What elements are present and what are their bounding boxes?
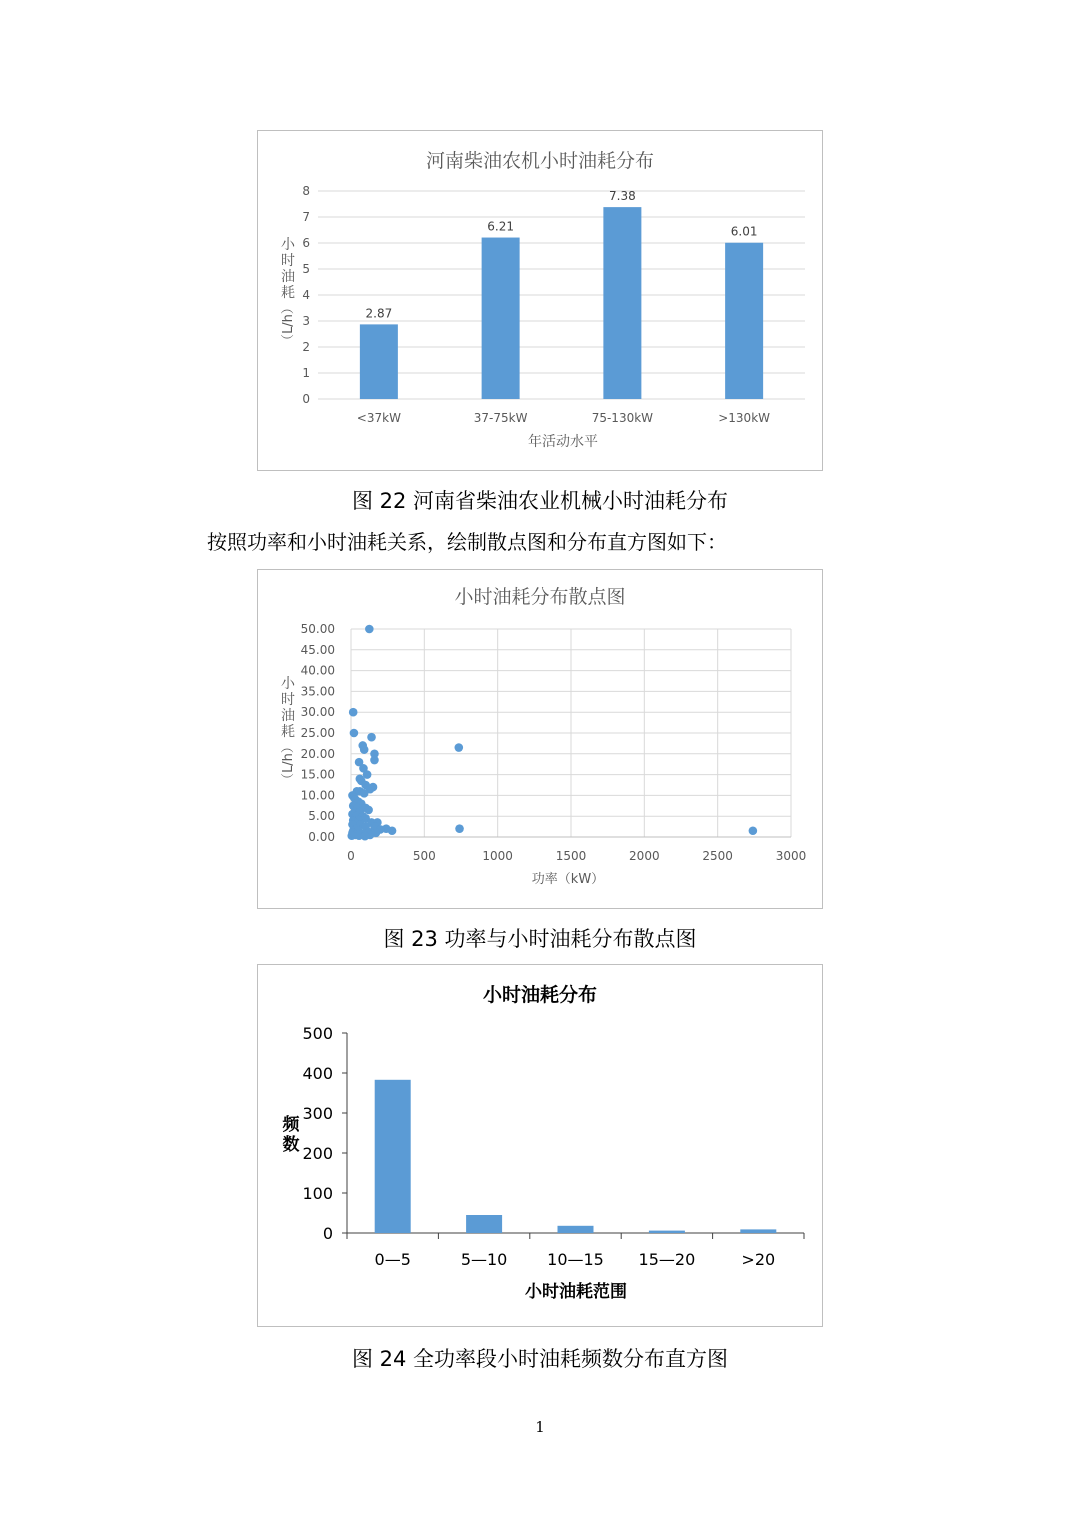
y-tick-label: 50.00: [300, 622, 335, 636]
y-tick-label: 5: [302, 262, 310, 276]
x-tick-label: 5—10: [460, 1250, 508, 1269]
x-tick-label: 37-75kW: [473, 411, 528, 425]
histogram-bar: [558, 1226, 594, 1233]
page-number: 1: [535, 1418, 545, 1436]
scatter-point: [370, 756, 379, 765]
histogram-bar: [375, 1080, 411, 1233]
scatter-point: [367, 733, 376, 742]
x-tick-label: >20: [741, 1250, 776, 1269]
scatter-point: [349, 708, 358, 717]
scatter-point: [749, 826, 758, 835]
data-label: 6.01: [730, 224, 758, 239]
scatter-point: [360, 789, 369, 798]
y-tick-label: 4: [302, 288, 310, 302]
x-tick-label: 0—5: [374, 1250, 411, 1269]
y-tick-label: 300: [302, 1104, 333, 1123]
bar: [482, 238, 520, 399]
x-tick-label: 0: [347, 849, 355, 863]
data-label: 7.38: [609, 189, 636, 204]
x-tick-label: 10—15: [547, 1250, 604, 1269]
data-label: 6.21: [487, 219, 514, 234]
y-tick-label: 35.00: [300, 684, 335, 699]
x-tick-label: 500: [412, 849, 436, 863]
scatter-point: [361, 832, 370, 841]
x-tick-label: 1500: [555, 849, 587, 863]
data-label: 2.87: [365, 306, 393, 321]
y-axis-unit: （L/h）: [281, 301, 296, 347]
y-tick-label: 5.00: [308, 809, 335, 824]
x-tick-label: 15—20: [638, 1250, 696, 1269]
y-axis-label: 频数: [282, 1115, 300, 1155]
y-tick-label: 0: [322, 1224, 333, 1243]
y-tick-label: 6: [302, 236, 310, 250]
y-tick-label: 45.00: [300, 642, 335, 657]
x-tick-label: <37kW: [356, 411, 401, 425]
histogram-bar: [466, 1215, 502, 1233]
y-axis-label: 小时油耗: [281, 676, 295, 740]
bar: [603, 207, 641, 399]
y-tick-label: 30.00: [300, 705, 335, 720]
scatter-point: [365, 625, 374, 634]
fig22-chart-box: [257, 130, 823, 471]
y-tick-label: 8: [302, 184, 310, 198]
x-axis-label: 年活动水平: [528, 434, 598, 450]
x-tick-label: 1000: [482, 849, 513, 863]
y-tick-label: 3: [302, 314, 310, 328]
fig22-bar-chart: [258, 131, 822, 470]
y-tick-label: 15.00: [300, 767, 335, 782]
x-tick-label: 3000: [775, 849, 807, 863]
y-tick-label: 400: [302, 1064, 333, 1083]
x-axis-label: 小时油耗范围: [525, 1282, 627, 1302]
fig24-caption: 图 24 全功率段小时油耗频数分布直方图: [351, 1347, 729, 1371]
fig24-chart-box: [257, 964, 823, 1327]
scatter-point: [364, 806, 373, 815]
chart-title: 河南柴油农机小时油耗分布: [425, 150, 655, 172]
histogram-bar: [649, 1231, 685, 1233]
y-tick-label: 20.00: [300, 746, 335, 761]
scatter-point: [347, 831, 356, 840]
y-axis-label: 小时油耗: [281, 237, 295, 301]
chart-title: 小时油耗分布: [482, 984, 598, 1006]
y-tick-label: 25.00: [300, 726, 335, 740]
bar: [725, 243, 763, 399]
body-paragraph: 按照功率和小时油耗关系，绘制散点图和分布直方图如下：: [207, 530, 727, 554]
fig24-histogram: [258, 965, 822, 1326]
x-axis-label: 功率（kW）: [531, 872, 605, 887]
scatter-point: [388, 826, 397, 835]
x-tick-label: 2000: [629, 849, 660, 863]
scatter-point: [363, 770, 372, 779]
scatter-point: [360, 745, 369, 754]
y-tick-label: 7: [302, 210, 310, 224]
y-tick-label: 100: [302, 1184, 333, 1203]
y-tick-label: 1: [302, 366, 310, 380]
fig23-scatter-chart: [258, 570, 822, 908]
x-tick-label: 2500: [702, 849, 733, 863]
bar: [360, 324, 398, 399]
histogram-bar: [740, 1229, 776, 1233]
y-tick-label: 10.00: [300, 788, 335, 803]
fig22-caption: 图 22 河南省柴油农业机械小时油耗分布: [351, 489, 729, 513]
fig23-caption: 图 23 功率与小时油耗分布散点图: [383, 927, 697, 951]
y-axis-unit: （L/h）: [281, 740, 296, 786]
y-tick-label: 0: [302, 392, 310, 406]
y-tick-label: 2: [302, 340, 310, 354]
y-tick-label: 500: [302, 1024, 333, 1043]
y-tick-label: 0.00: [308, 830, 335, 844]
scatter-point: [455, 824, 464, 833]
scatter-point: [350, 729, 359, 738]
y-tick-label: 200: [302, 1144, 333, 1163]
scatter-point: [455, 743, 464, 752]
chart-title: 小时油耗分布散点图: [454, 586, 626, 608]
x-tick-label: 75-130kW: [591, 411, 654, 425]
x-tick-label: >130kW: [718, 411, 771, 425]
y-tick-label: 40.00: [300, 663, 335, 678]
fig23-chart-box: [257, 569, 823, 909]
